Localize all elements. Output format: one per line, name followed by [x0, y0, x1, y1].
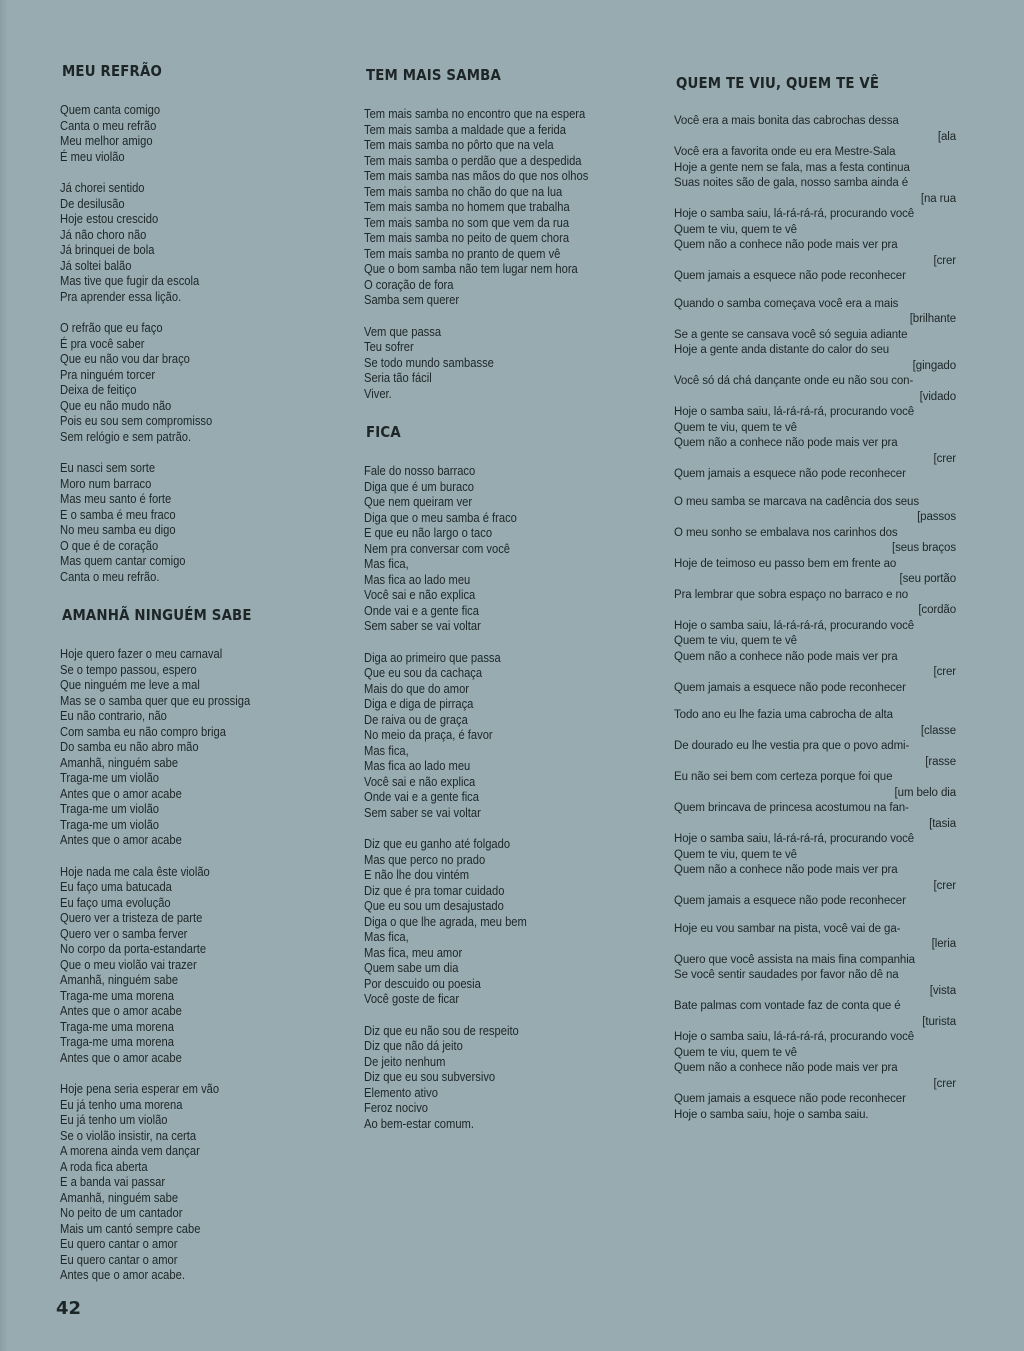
lyric-line: Fale do nosso barraco [364, 463, 476, 478]
lyric-line: Feroz nocivo [364, 1100, 429, 1115]
lyric-line: Quando o samba começava você era a mais [674, 297, 899, 310]
lyric-line: Que o bom samba não tem lugar nem hora [364, 261, 578, 276]
lyric-line: Traga-me uma morena [60, 1034, 174, 1049]
lyric-line: Hoje o samba saiu, lá-rá-rá-rá, procurando você [674, 1031, 915, 1043]
lyric-line: [rasse [925, 755, 956, 768]
lyric-line: Já chorei sentido [60, 180, 145, 195]
lyric-line: O meu samba se marcava na cadência dos seus [674, 495, 919, 508]
lyric-line: Hoje o samba saiu, lá-rá-rá-rá, procurando você [674, 406, 915, 418]
stanza [60, 864, 310, 1066]
lyric-line: Quem não a conhece não pode mais ver pra [674, 1062, 898, 1074]
lyric-line: [passos [917, 511, 956, 523]
stanza [60, 460, 310, 584]
stanza [60, 1081, 310, 1283]
lyric-line: Antes que o amor acabe [60, 785, 182, 801]
lyric-line: Antes que o amor acabe [60, 1049, 182, 1065]
lyric-line: Pra aprender essa lição. [60, 288, 182, 304]
lyric-line: Samba sem querer [364, 292, 460, 307]
lyric-line: [seu portão [899, 573, 956, 585]
song-title: TEM MAIS SAMBA [366, 66, 501, 84]
lyric-line: Diga e diga de pirraça [364, 696, 474, 711]
lyric-line: De desilusão [60, 195, 125, 211]
lyric-line: Que eu sou da cachaça [364, 665, 483, 680]
page-number: 42 [56, 1298, 82, 1319]
lyric-line: Diga que é um buraco [364, 478, 475, 494]
lyric-line: Diga que o meu samba é fraco [364, 509, 517, 525]
lyric-line: Se todo mundo sambasse [364, 354, 494, 370]
lyric-line: No corpo da porta-estandarte [60, 941, 207, 956]
lyric-line: No meio da praça, é favor [364, 727, 493, 742]
lyric-line: Hoje o samba saiu, lá-rá-rá-rá, procurando você [674, 208, 915, 220]
lyric-line: O meu sonho se embalava nos carinhos dos [674, 526, 898, 539]
lyric-line: Sem saber se vai voltar [364, 804, 481, 820]
stanza [674, 922, 962, 1124]
lyric-line: Eu quero cantar o amor [60, 1236, 178, 1251]
lyric-line: Eu não sei bem com certeza porque foi que [674, 771, 893, 783]
stanza [364, 650, 664, 821]
stanza [60, 320, 310, 444]
lyric-line: No peito de um cantador [60, 1205, 183, 1220]
lyric-line: Pra lembrar que sobra espaço no barraco e no [674, 588, 909, 601]
lyric-line: E a banda vai passar [60, 1174, 166, 1189]
lyric-line: Mas tive que fugir da escola [60, 273, 200, 288]
lyric-line: Mas fica ao lado meu [364, 758, 471, 773]
lyric-line: Hoje pena seria esperar em vão [60, 1081, 220, 1096]
lyric-line: Sem saber se vai voltar [364, 618, 481, 633]
lyric-line: A morena ainda vem dançar [60, 1143, 200, 1158]
lyric-line: Tem mais samba no som que vem da rua [364, 214, 570, 230]
lyric-line: De jeito nenhum [364, 1053, 446, 1069]
lyric-line: Já soltei balão [60, 257, 132, 273]
lyric-line: Suas noites são de gala, nosso samba ainda é [674, 177, 909, 189]
lyric-line: Deixa de feitiço [60, 382, 137, 397]
lyric-line: Tem mais samba o perdão que a despedida [364, 152, 582, 168]
lyric-line: Se a gente se cansava você só seguia adiante [674, 328, 908, 341]
lyric-line: Traga-me um violão [60, 816, 160, 832]
lyric-line: Mas fica, [364, 742, 409, 758]
lyric-line: Quero que você assista na mais fina companhia [674, 953, 915, 966]
lyric-line: [crer [933, 452, 956, 465]
stanza [60, 646, 310, 848]
stanza [364, 324, 664, 402]
lyric-line: Que eu não mudo não [60, 397, 172, 413]
lyric-line: Tem mais samba no encontro que na espera [364, 106, 586, 121]
lyric-line: A roda fica aberta [60, 1158, 148, 1174]
lyric-line: Mais do que do amor [364, 680, 470, 696]
lyric-line: Diz que é pra tomar cuidado [364, 882, 505, 898]
lyric-line: Mas quem cantar comigo [60, 553, 186, 568]
lyric-line: Hoje nada me cala êste violão [60, 863, 210, 879]
lyric-line: Que eu sou um desajustado [364, 898, 504, 913]
stanza [674, 114, 962, 285]
lyric-line: Mas fica, [364, 929, 409, 944]
lyric-line: Tem mais samba no homem que trabalha [364, 199, 570, 214]
stanza [674, 495, 962, 697]
lyric-line: Amanhã, ninguém sabe [60, 754, 179, 770]
stanza [674, 708, 962, 910]
lyric-line: Diz que eu ganho até folgado [364, 836, 511, 851]
lyric-line: Quem canta comigo [60, 102, 161, 117]
lyric-line: Traga-me um violão [60, 770, 160, 785]
lyric-line: Quem não a conhece não pode mais ver pra [674, 437, 898, 449]
lyric-line: Mas que perco no prado [364, 851, 486, 867]
stanza [364, 463, 664, 634]
lyric-line: [leria [931, 938, 956, 950]
lyric-line: [seus braços [892, 542, 956, 554]
lyric-line: Canta o meu refrão. [60, 568, 160, 584]
lyric-line: Amanhã, ninguém sabe [60, 1189, 179, 1205]
lyric-line: Já não choro não [60, 226, 147, 242]
column-1 [60, 62, 310, 1299]
lyric-line: Tem mais samba no chão do que na lua [364, 183, 563, 199]
lyric-line: É pra você saber [60, 335, 145, 351]
lyric-line: Quem jamais a esquece não pode reconhecer [674, 468, 906, 480]
lyric-line: De dourado eu lhe vestia pra que o povo admi- [674, 740, 910, 752]
stanza [364, 106, 664, 308]
lyric-line: [vidado [919, 390, 956, 403]
lyric-line: Hoje o samba saiu, lá-rá-rá-rá, procurando você [674, 619, 915, 632]
lyric-line: Eu nasci sem sorte [60, 460, 156, 475]
lyric-line: É meu violão [60, 148, 125, 164]
lyric-line: Que ninguém me leve a mal [60, 677, 200, 692]
lyric-line: Tem mais samba no peito de quem chora [364, 230, 570, 245]
lyric-line: Quem te viu, quem te vê [674, 421, 797, 434]
lyric-line: Quem te viu, quem te vê [674, 635, 797, 647]
lyric-line: Quem jamais a esquece não pode reconhecer [674, 895, 906, 907]
lyric-line: Traga-me uma morena [60, 987, 174, 1003]
binding-shadow [0, 0, 8, 1351]
song-title: FICA [366, 423, 401, 441]
lyric-line: Hoje o samba saiu, hoje o samba saiu. [674, 1108, 869, 1121]
lyric-line: [crer [933, 1077, 956, 1090]
lyric-line: Que nem queiram ver [364, 494, 473, 509]
lyric-line: Hoje quero fazer o meu carnaval [60, 646, 223, 661]
lyric-line: Pois eu sou sem compromisso [60, 413, 213, 428]
lyric-line: Tem mais samba nas mãos do que nos olhos [364, 168, 589, 183]
lyric-line: Você era a favorita onde eu era Mestre-Sala [674, 146, 896, 158]
stanza [674, 297, 962, 483]
lyric-line: Quem não a conhece não pode mais ver pra [674, 864, 898, 876]
lyric-line: Mas meu santo é forte [60, 491, 172, 506]
stanza [60, 180, 310, 304]
lyric-line: Com samba eu não compro briga [60, 723, 226, 739]
lyric-line: Quem te viu, quem te vê [674, 848, 797, 861]
lyric-line: Vem que passa [364, 323, 442, 339]
lyric-line: Eu já tenho uma morena [60, 1096, 183, 1112]
lyric-line: Tem mais samba no pranto de quem vê [364, 245, 561, 261]
lyric-line: Bate palmas com vontade faz de conta que é [674, 1000, 901, 1012]
lyric-line: [gingado [912, 359, 956, 372]
song-title: MEU REFRÃO [62, 62, 162, 80]
lyric-line: Você só dá chá dançante onde eu não sou con- [674, 375, 914, 387]
lyric-line: Que o meu violão vai trazer [60, 956, 197, 972]
lyric-line: [ala [937, 130, 956, 143]
lyric-line: Quero ver a tristeza de parte [60, 910, 203, 925]
lyric-line: Mas fica, meu amor [364, 944, 463, 960]
lyric-line: [brilhante [909, 313, 956, 325]
lyric-line: Onde vai e a gente fica [364, 602, 479, 618]
lyric-line: Tem mais samba no pôrto que na vela [364, 137, 554, 152]
lyric-line: Antes que o amor acabe [60, 1003, 182, 1018]
lyric-line: Eu faço uma batucada [60, 879, 172, 894]
lyric-line: Diz que eu sou subversivo [364, 1069, 496, 1084]
lyric-line: Você sai e não explica [364, 773, 476, 789]
lyric-line: Eu já tenho um violão [60, 1112, 168, 1127]
lyric-line: [na rua [920, 192, 956, 205]
lyric-line: [classe [920, 724, 956, 737]
lyric-line: Canta o meu refrão [60, 117, 157, 133]
lyric-line: Quem jamais a esquece não pode reconhecer [674, 270, 906, 282]
lyric-line: O que é de coração [60, 537, 159, 553]
lyric-line: Onde vai e a gente fica [364, 789, 479, 804]
lyric-line: [crer [933, 879, 956, 892]
lyric-line: Teu sofrer [364, 339, 414, 354]
lyric-line: Diz que eu não sou de respeito [364, 1022, 519, 1038]
lyric-line: Por descuido ou poesia [364, 975, 481, 991]
lyric-line: Que eu não vou dar braço [60, 351, 190, 366]
lyric-line: [crer [933, 254, 956, 267]
lyric-line: Hoje de teimoso eu passo bem em frente ao [674, 557, 897, 570]
lyric-line: Hoje estou crescido [60, 211, 159, 226]
lyric-line: Quem não a conhece não pode mais ver pra [674, 650, 898, 663]
lyric-line: Amanhã, ninguém sabe [60, 972, 179, 987]
lyric-line: Traga-me um violão [60, 801, 160, 816]
lyric-line: Mais um cantó sempre cabe [60, 1220, 201, 1236]
lyric-line: Quem te viu, quem te vê [674, 223, 797, 236]
lyric-line: Hoje o samba saiu, lá-rá-rá-rá, procurando você [674, 833, 915, 845]
lyric-line: Hoje a gente anda distante do calor do seu [674, 344, 890, 356]
lyric-line: Eu faço uma evolução [60, 894, 171, 910]
lyric-line: Você sai e não explica [364, 587, 476, 602]
lyric-line: O refrão que eu faço [60, 320, 163, 335]
lyric-line: [turista [922, 1015, 956, 1028]
lyric-line: E não lhe dou vintém [364, 867, 470, 882]
lyric-line: E que eu não largo o taco [364, 525, 493, 540]
lyric-line: Traga-me uma morena [60, 1018, 174, 1034]
lyric-line: Antes que o amor acabe. [60, 1267, 185, 1282]
lyric-line: Diga o que lhe agrada, meu bem [364, 913, 527, 929]
lyric-line: Diz que não dá jeito [364, 1038, 463, 1053]
lyric-line: Se você sentir saudades por favor não dê na [674, 969, 899, 981]
song-title: AMANHÃ NINGUÉM SABE [62, 606, 252, 624]
lyric-line: Viver. [364, 385, 392, 401]
lyric-line: Todo ano eu lhe fazia uma cabrocha de alta [674, 709, 893, 721]
lyric-line: [tasia [929, 817, 956, 830]
lyric-line: Se o tempo passou, espero [60, 661, 197, 677]
stanza [60, 102, 310, 164]
lyric-line: E o samba é meu fraco [60, 506, 176, 522]
lyric-line: Já brinquei de bola [60, 242, 155, 257]
column-2 [364, 66, 664, 1147]
lyric-line: Diga ao primeiro que passa [364, 649, 501, 665]
stanza [364, 836, 664, 1007]
lyric-line: Você era a mais bonita das cabrochas dessa [674, 115, 899, 127]
lyric-line: Mas fica ao lado meu [364, 571, 471, 587]
lyric-line: Quero ver o samba ferver [60, 925, 188, 941]
lyric-line: Hoje eu vou sambar na pista, você vai de ga- [674, 922, 901, 935]
lyric-line: Tem mais samba a maldade que a ferida [364, 121, 566, 137]
lyric-line: [cordão [918, 604, 956, 616]
lyric-line: Eu não contrario, não [60, 708, 167, 723]
lyric-line: Do samba eu não abro mão [60, 739, 199, 754]
lyric-line: Quem sabe um dia [364, 960, 459, 975]
lyric-line: Quem jamais a esquece não pode reconhecer [674, 1093, 906, 1105]
lyric-line: Meu melhor amigo [60, 133, 153, 148]
lyric-line: Quem jamais a esquece não pode reconhecer [674, 681, 906, 694]
lyric-line: Você goste de ficar [364, 991, 460, 1006]
lyric-line: [vista [929, 984, 956, 997]
lyric-line: Elemento ativo [364, 1084, 438, 1100]
lyric-line: Ao bem-estar comum. [364, 1115, 474, 1131]
lyric-line: Sem relógio e sem patrão. [60, 428, 192, 444]
lyric-line: No meu samba eu digo [60, 522, 176, 537]
lyric-line: Quem te viu, quem te vê [674, 1046, 797, 1059]
lyric-line: Antes que o amor acabe [60, 832, 182, 847]
lyric-line: Se o violão insistir, na certa [60, 1127, 197, 1143]
lyric-line: Seria tão fácil [364, 370, 432, 385]
lyric-line: Quem brincava de princesa acostumou na fan- [674, 802, 909, 814]
lyric-line: Hoje a gente nem se fala, mas a festa continua [674, 161, 910, 174]
lyric-line: Quem não a conhece não pode mais ver pra [674, 239, 898, 251]
lyric-line: Moro num barraco [60, 475, 152, 491]
lyric-line: Pra ninguém torcer [60, 366, 156, 382]
lyric-line: Mas fica, [364, 556, 409, 571]
lyric-line: Eu quero cantar o amor [60, 1251, 178, 1267]
lyric-line: De raiva ou de graça [364, 711, 468, 727]
lyric-line: Mas se o samba quer que eu prossiga [60, 692, 251, 708]
lyric-line: O coração de fora [364, 276, 454, 292]
lyric-line: Nem pra conversar com você [364, 540, 511, 556]
lyric-line: [um belo dia [894, 786, 956, 799]
column-3 [674, 74, 962, 1135]
lyric-line: [crer [933, 666, 956, 678]
stanza [364, 1023, 664, 1132]
song-title: QUEM TE VIU, QUEM TE VÊ [676, 74, 880, 92]
